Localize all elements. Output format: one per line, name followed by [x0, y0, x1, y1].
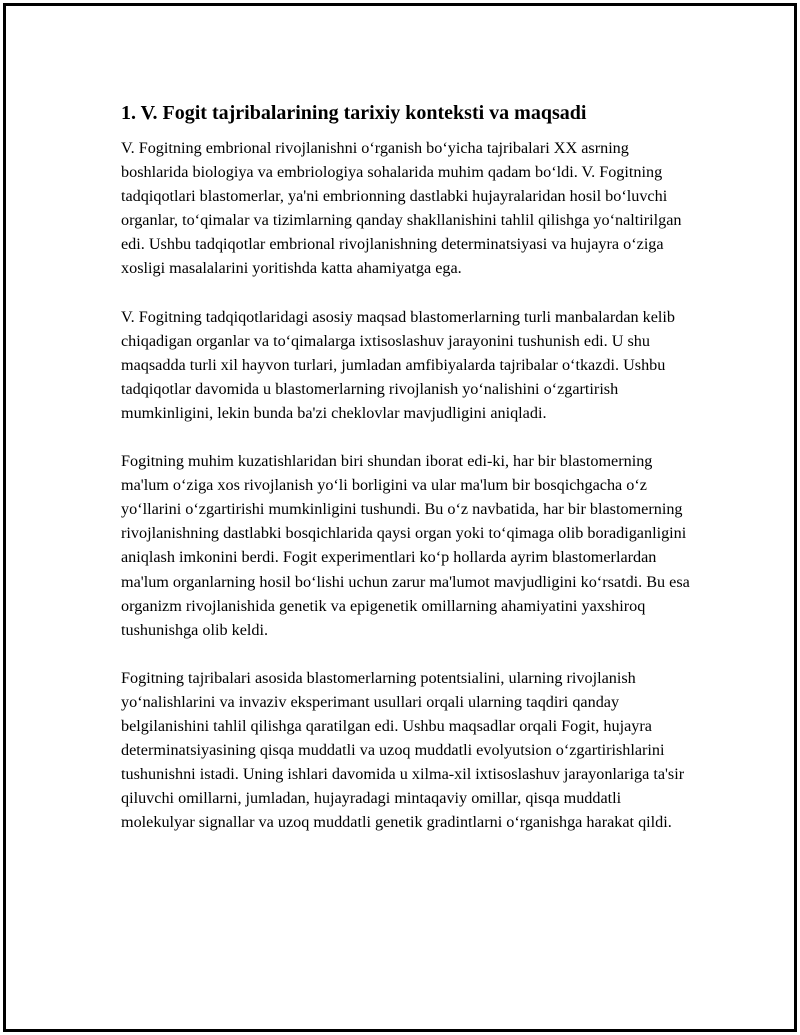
paragraph-4: Fogitning tajribalari asosida blastomerlarning potentsialini, ularning rivojlanish yo‘nalishlarini va invaziv eksperimant usullari orqali ularning taqdiri qanday belgilanishini tahlil qilishga qaratilgan edi. Ushbu maqsadlar orqali Fogit, hujayra determinatsiyasining qisqa muddatli va uzoq muddatli evolyutsion o‘zgartirishlarini tushunishni istadi. Uning ishlari davomida u xilma-xil ixtisoslashuv jarayonlariga ta'sir qiluvchi omillarni, jumladan, hujayradagi mintaqaviy omillar, qisqa muddatli molekulyar signallar va uzoq muddatli genetik gradintlarni o‘rganishga harakat qildi. — [121, 668, 685, 832]
page-frame — [3, 3, 797, 1032]
paragraph-3: Fogitning muhim kuzatishlaridan biri shundan iborat edi-ki, har bir blastomerning ma'lum o‘ziga xos rivojlanish yo‘li borligini va ular ma'lum bir bosqichgacha o‘z yo‘llarini o‘zgartirishi mumkinligini tushundi. Bu o‘z navbatida, har bir blastomerning rivojlanishning dastlabki bosqichlarida qaysi organ yoki to‘qimaga olib boradiganligini aniqlash imkonini berdi. Fogit experimentlari ko‘p hollarda ayrim blastomerlardan ma'lum organlarning hosil bo‘lishi uchun zarur ma'lumot mavjudligini ko‘rsatdi. Bu esa organizm rivojlanishida genetik va epigenetik omillarning ahamiyatini yaxshiroq tushunishga olib keldi. — [121, 452, 690, 639]
paragraph-1: V. Fogitning embrional rivojlanishni o‘rganish bo‘yicha tajribalari XX asrning boshlarida biologiya va embriologiya sohalarida muhim qadam bo‘ldi. V. Fogitning tadqiqotlari blastomerlar, ya'ni embrionning dastlabki hujayralaridan hosil bo‘luvchi organlar, to‘qimalar va tizimlarning qanday shakllanishini tahlil qilishga yo‘naltirilgan edi. Ushbu tadqiqotlar embrional rivojlanishning determinatsiyasi va hujayra o‘ziga xosligi masalalarini yoritishda katta ahamiyatga ega. — [121, 139, 682, 278]
document-body — [121, 100, 691, 858]
paragraph-2: V. Fogitning tadqiqotlaridagi asosiy maqsad blastomerlarning turli manbalardan kelib chiqadigan organlar va to‘qimalarga ixtisoslashuv jarayonini tushunish edi. U shu maqsadda turli xil hayvon turlari, jumladan amfibiyalarda tajribalar o‘tkazdi. Ushbu tadqiqotlar davomida u blastomerlarning rivojlanish yo‘nalishini o‘zgartirish mumkinligini, lekin bunda ba'zi cheklovlar mavjudligini aniqladi. — [121, 307, 676, 422]
section-heading: 1. V. Fogit tajribalarining tarixiy konteksti va maqsadi — [121, 102, 587, 124]
